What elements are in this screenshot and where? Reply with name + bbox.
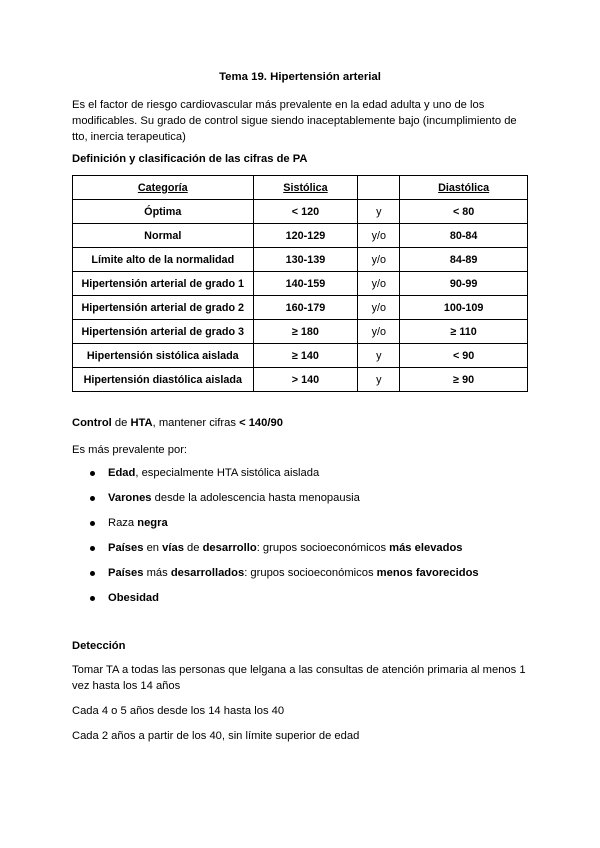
table-row [73, 368, 528, 392]
bullet-icon [90, 521, 95, 526]
control-text-1: de [111, 417, 131, 429]
bold-run: Edad [108, 467, 136, 479]
cell-diastolic: ≥ 90 [400, 368, 528, 392]
text-run: , especialmente HTA sistólica aislada [135, 467, 320, 479]
cell-category: Hipertensión diastólica aislada [73, 368, 254, 392]
text-run: Raza [108, 517, 138, 529]
list-item [72, 461, 528, 486]
table-header-row [73, 176, 528, 200]
cell-systolic: ≥ 180 [253, 320, 358, 344]
cell-category: Óptima [73, 200, 254, 224]
control-bold-3: < 140/90 [239, 417, 283, 429]
bold-run: desarrollo [202, 542, 257, 554]
bullet-icon [90, 496, 95, 501]
header-category: Categoría [73, 176, 254, 200]
cell-diastolic: < 90 [400, 344, 528, 368]
text-run: en [143, 542, 163, 554]
table-row [73, 224, 528, 248]
cell-diastolic: < 80 [400, 200, 528, 224]
table-row [73, 296, 528, 320]
cell-systolic: 140-159 [253, 272, 358, 296]
text-run: de [183, 542, 203, 554]
detection-heading: Detección [72, 640, 126, 652]
cell-systolic: 120-129 [253, 224, 358, 248]
cell-diastolic: 100-109 [400, 296, 528, 320]
list-item [72, 511, 528, 536]
intro-paragraph: Es el factor de riesgo cardiovascular más prevalente en la edad adulta y uno de los modificables. Su grado de control sigue siendo inaceptablemente bajo (incumplimiento de tto, inercia terapeutica) [72, 99, 517, 143]
bullet-icon [90, 596, 95, 601]
bold-run: menos favorecidos [376, 567, 479, 579]
text-run: desde la adolescencia hasta menopausia [151, 492, 360, 504]
cell-connector: y [358, 344, 400, 368]
cell-diastolic: 84-89 [400, 248, 528, 272]
bold-run: Países [108, 542, 144, 554]
cell-diastolic: ≥ 110 [400, 320, 528, 344]
text-run: : grupos socioeconómicos [244, 567, 377, 579]
cell-connector: y/o [358, 248, 400, 272]
cell-connector: y [358, 200, 400, 224]
text-run: más [143, 567, 171, 579]
header-connector [358, 176, 400, 200]
bp-classification-table [72, 175, 528, 392]
table-row [73, 320, 528, 344]
header-diastolic: Diastólica [400, 176, 528, 200]
cell-systolic: ≥ 140 [253, 344, 358, 368]
bold-run: más elevados [389, 542, 463, 554]
list-item [72, 536, 528, 561]
cell-category: Hipertensión sistólica aislada [73, 344, 254, 368]
cell-connector: y [358, 368, 400, 392]
cell-systolic: 130-139 [253, 248, 358, 272]
bold-run: vías [162, 542, 184, 554]
prevalence-intro: Es más prevalente por: [72, 444, 188, 456]
detection-paragraph-2: Cada 4 o 5 años desde los 14 hasta los 40 [72, 705, 285, 717]
header-systolic: Sistólica [253, 176, 358, 200]
table-row [73, 248, 528, 272]
table-row [73, 344, 528, 368]
cell-category: Normal [73, 224, 254, 248]
detection-paragraph-1: Tomar TA a todas las personas que lelgana a las consultas de atención primaria al menos 1 vez hasta los 14 años [72, 664, 526, 692]
cell-category: Hipertensión arterial de grado 3 [73, 320, 254, 344]
cell-systolic: 160-179 [253, 296, 358, 320]
bold-run: negra [137, 517, 168, 529]
definition-heading: Definición y clasificación de las cifras de PA [72, 153, 308, 165]
bullet-icon [90, 471, 95, 476]
bold-run: Países [108, 567, 144, 579]
bullet-icon [90, 546, 95, 551]
table-row [73, 272, 528, 296]
bold-run: Obesidad [108, 592, 159, 604]
cell-connector: y/o [358, 272, 400, 296]
cell-connector: y/o [358, 296, 400, 320]
detection-paragraph-3: Cada 2 años a partir de los 40, sin límite superior de edad [72, 730, 360, 742]
control-bold-2: HTA [130, 417, 153, 429]
bold-run: desarrollados [170, 567, 245, 579]
bold-run: Varones [108, 492, 152, 504]
text-run: : grupos socioeconómicos [256, 542, 390, 554]
cell-category: Hipertensión arterial de grado 1 [73, 272, 254, 296]
cell-category: Límite alto de la normalidad [73, 248, 254, 272]
list-item [72, 561, 528, 586]
bullet-icon [90, 571, 95, 576]
control-text-2: , mantener cifras [152, 417, 240, 429]
cell-systolic: < 120 [253, 200, 358, 224]
list-item [72, 486, 528, 511]
cell-connector: y/o [358, 320, 400, 344]
cell-diastolic: 80-84 [400, 224, 528, 248]
table-row [73, 200, 528, 224]
control-bold-1: Control [72, 417, 112, 429]
cell-category: Hipertensión arterial de grado 2 [73, 296, 254, 320]
cell-systolic: > 140 [253, 368, 358, 392]
cell-connector: y/o [358, 224, 400, 248]
cell-diastolic: 90-99 [400, 272, 528, 296]
page-title: Tema 19. Hipertensión arterial [219, 71, 381, 83]
prevalence-list [72, 461, 528, 611]
control-line [72, 415, 528, 431]
list-item [72, 586, 528, 611]
